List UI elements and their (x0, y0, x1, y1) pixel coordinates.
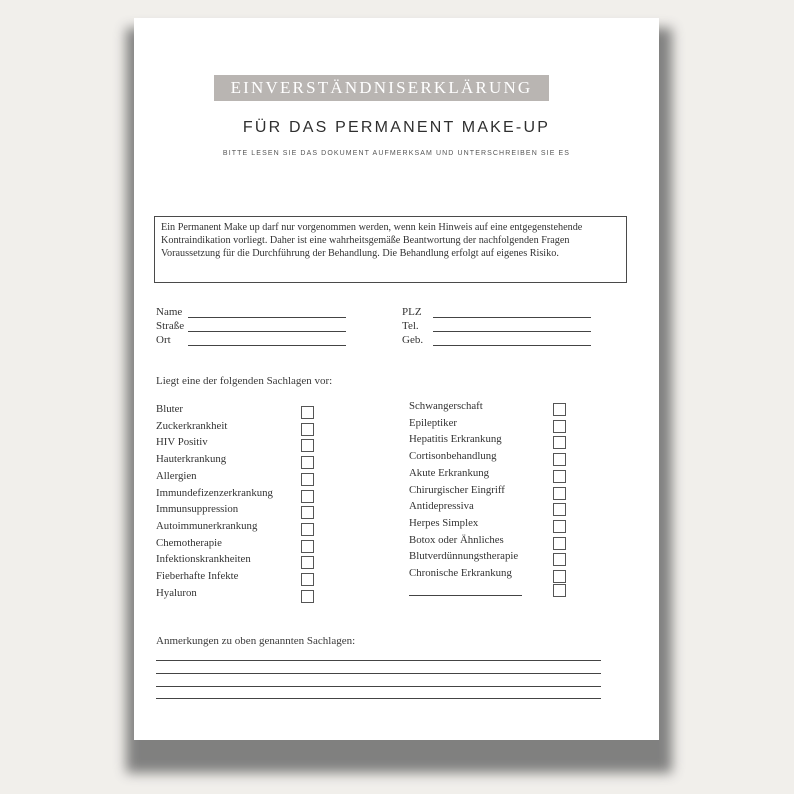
condition-item: Chronische Erkrankung (409, 567, 512, 579)
condition-checkbox[interactable] (301, 490, 314, 503)
condition-item: Antidepressiva (409, 500, 474, 513)
condition-item: Blutverdünnungstherapie (409, 550, 519, 563)
condition-item: Autoimmunerkrankung (156, 519, 258, 532)
phone-label: Tel. (402, 320, 419, 332)
notes-label: Anmerkungen zu oben genannten Sachlagen: (156, 635, 356, 647)
condition-item: Akute Erkrankung (409, 466, 490, 479)
intro-notice: Ein Permanent Make up darf nur vorgenommen werden, wenn kein Hinweis auf eine entgegenstehende Kontraindikation vorliegt. Daher ist eine wahrheitsgemäße Beantwortung der nachfolgenden Fragen Voraussetzung für die Durchführung der Behandlung. Die Behandlung erfolgt auf eigenes Risiko. (154, 216, 627, 283)
condition-item: Chirurgischer Eingriff (409, 483, 505, 496)
condition-item: Schwangerschaft (409, 400, 483, 412)
condition-item: Zuckerkrankheit (156, 419, 228, 432)
condition-checkbox[interactable] (553, 520, 566, 533)
conditions-question: Liegt eine der folgenden Sachlagen vor: (156, 375, 333, 387)
condition-checkbox[interactable] (301, 590, 314, 603)
condition-item: Chemotherapie (156, 536, 222, 549)
notes-line[interactable] (156, 686, 601, 687)
name-input-line[interactable] (188, 317, 346, 318)
zip-input-line[interactable] (433, 317, 591, 318)
condition-checkbox[interactable] (301, 439, 314, 452)
condition-checkbox[interactable] (301, 506, 314, 519)
condition-checkbox[interactable] (553, 537, 566, 550)
condition-item: Fieberhafte Infekte (156, 570, 239, 582)
other-condition-checkbox[interactable] (553, 584, 566, 597)
birth-label: Geb. (402, 334, 424, 346)
city-label: Ort (156, 334, 171, 346)
consent-form-page (134, 18, 659, 740)
condition-item: Herpes Simplex (409, 516, 479, 529)
form-banner: EINVERSTÄNDNISERKLÄRUNG (214, 75, 549, 101)
condition-item: Hepatitis Erkrankung (409, 433, 502, 446)
condition-checkbox[interactable] (301, 573, 314, 586)
condition-item: Botox oder Ähnliches (409, 533, 504, 546)
condition-checkbox[interactable] (301, 523, 314, 536)
notes-line[interactable] (156, 673, 601, 674)
condition-item: Bluter (156, 403, 183, 415)
condition-item: Allergien (156, 469, 197, 482)
condition-checkbox[interactable] (301, 423, 314, 436)
zip-label: PLZ (402, 306, 422, 318)
condition-checkbox[interactable] (553, 420, 566, 433)
condition-checkbox[interactable] (553, 487, 566, 500)
other-condition-line[interactable] (409, 595, 522, 596)
condition-item: Cortisonbehandlung (409, 450, 497, 463)
condition-item: Hyaluron (156, 586, 197, 599)
notes-line[interactable] (156, 698, 601, 699)
condition-item: Infektionskrankheiten (156, 553, 251, 566)
condition-checkbox[interactable] (301, 473, 314, 486)
condition-checkbox[interactable] (553, 436, 566, 449)
condition-checkbox[interactable] (553, 553, 566, 566)
condition-item: Immundefizenzerkrankung (156, 486, 273, 499)
notes-line[interactable] (156, 660, 601, 661)
condition-checkbox[interactable] (553, 403, 566, 416)
condition-item: Immunsuppression (156, 503, 239, 516)
condition-item: Hauterkrankung (156, 453, 227, 466)
birth-input-line[interactable] (433, 345, 591, 346)
condition-checkbox[interactable] (553, 453, 566, 466)
condition-checkbox[interactable] (301, 456, 314, 469)
condition-checkbox[interactable] (301, 556, 314, 569)
condition-item: Epileptiker (409, 416, 457, 429)
condition-checkbox[interactable] (301, 540, 314, 553)
page-subtitle: BITTE LESEN SIE DAS DOKUMENT AUFMERKSAM UND UNTERSCHREIBEN SIE ES (222, 150, 571, 157)
street-label: Straße (156, 320, 185, 332)
condition-checkbox[interactable] (553, 470, 566, 483)
street-input-line[interactable] (188, 331, 346, 332)
page-title: FÜR DAS PERMANENT MAKE-UP (242, 119, 551, 136)
condition-checkbox[interactable] (553, 570, 566, 583)
name-label: Name (156, 306, 183, 318)
city-input-line[interactable] (188, 345, 346, 346)
condition-checkbox[interactable] (553, 503, 566, 516)
condition-checkbox[interactable] (301, 406, 314, 419)
condition-item: HIV Positiv (156, 436, 208, 449)
phone-input-line[interactable] (433, 331, 591, 332)
